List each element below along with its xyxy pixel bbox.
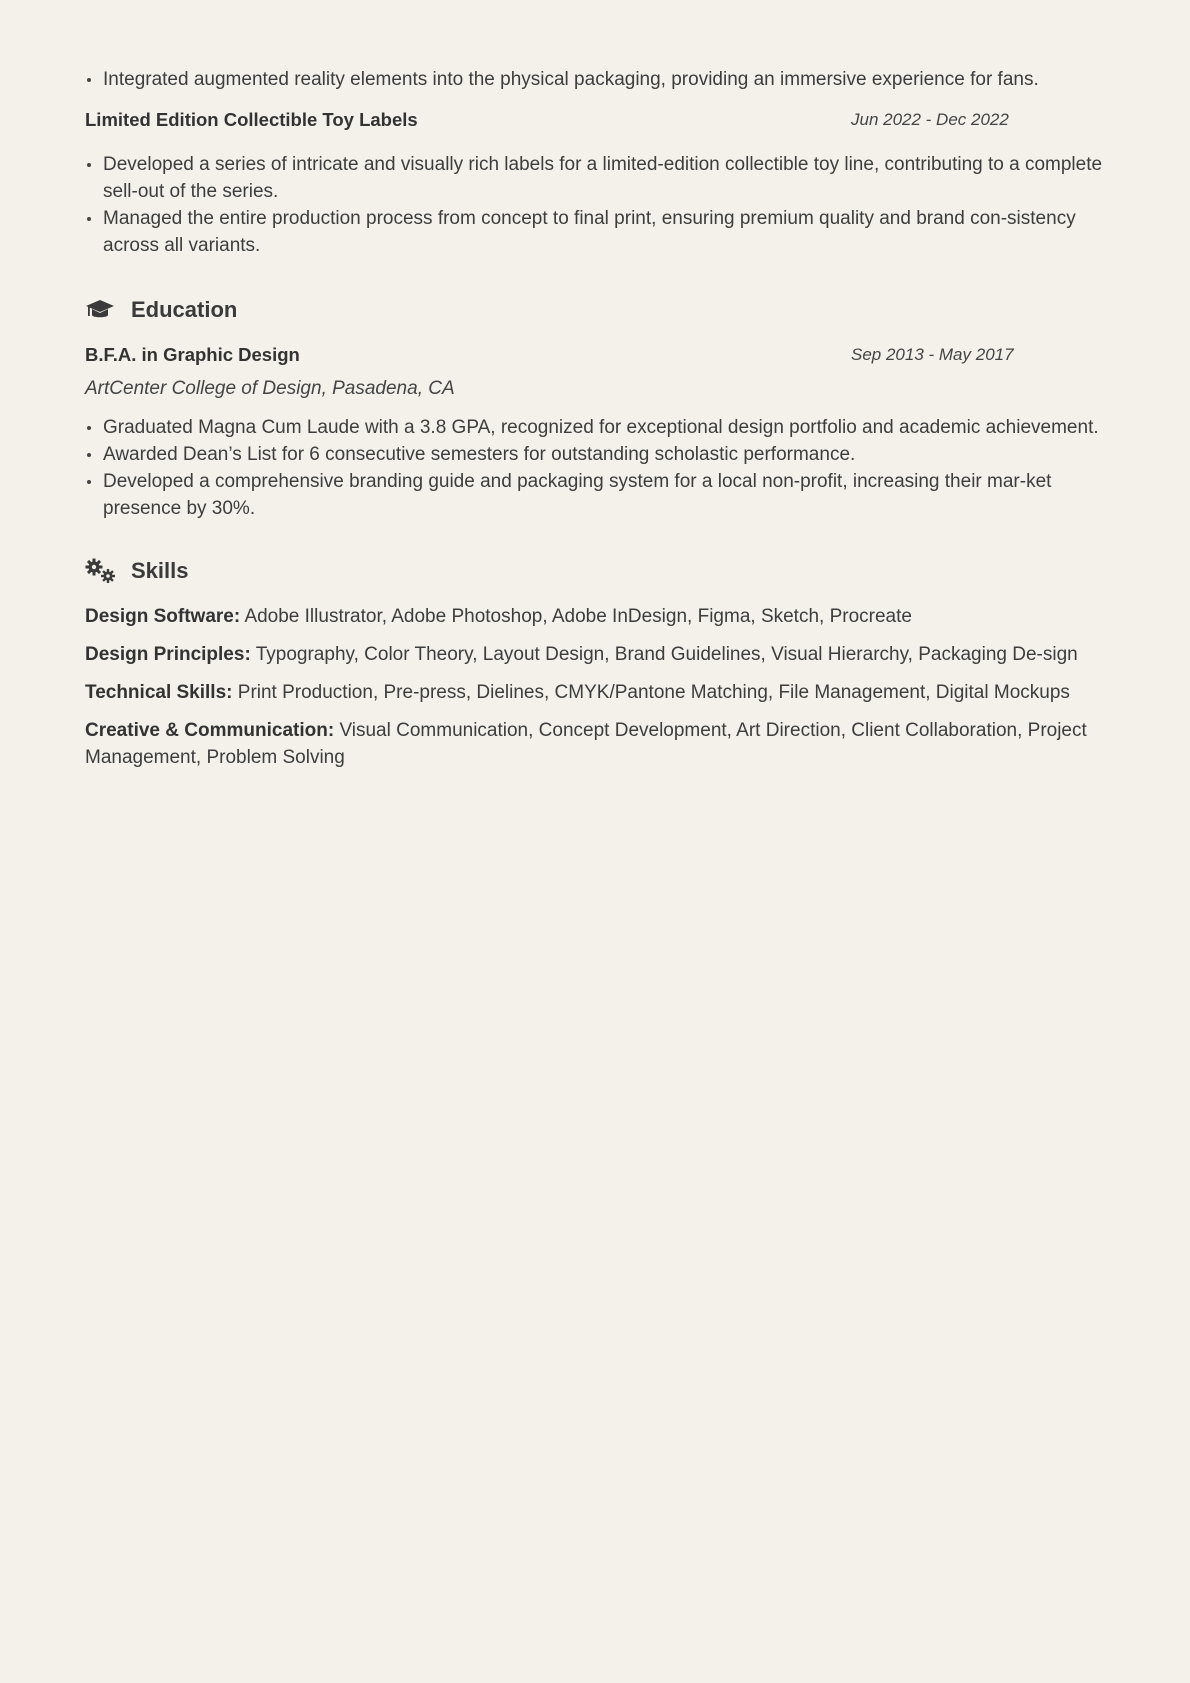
project-header xyxy=(85,107,1105,133)
school-name: ArtCenter College of Design, Pasadena, CA xyxy=(85,378,455,399)
skill-design-principles xyxy=(85,641,1105,668)
education-heading xyxy=(85,293,1105,327)
bullet-item: Managed the entire production process from concept to final print, ensuring premium quality and brand con-sistency across all variants. xyxy=(103,205,1105,259)
skills-heading xyxy=(85,554,1105,588)
bullet-item: Integrated augmented reality elements into the physical packaging, providing an immersive experience for fans. xyxy=(103,66,1105,93)
project-title: Limited Edition Collectible Toy Labels xyxy=(85,109,418,130)
previous-entry-bullets xyxy=(85,66,1105,93)
project-bullets xyxy=(85,151,1105,259)
degree-title: B.F.A. in Graphic Design xyxy=(85,344,300,365)
skill-value: Print Production, Pre-press, Dielines, CMYK/Pantone Matching, File Management, Digital Mockups xyxy=(237,682,1070,703)
bullet-item: Graduated Magna Cum Laude with a 3.8 GPA, recognized for exceptional design portfolio and academic achievement. xyxy=(103,414,1105,441)
skill-technical xyxy=(85,679,1105,706)
resume-page xyxy=(85,66,1105,771)
bullet-item: Developed a series of intricate and visually rich labels for a limited-edition collectible toy line, contributing to a complete sell-out of the series. xyxy=(103,151,1105,205)
skill-value: Typography, Color Theory, Layout Design, Brand Guidelines, Visual Hierarchy, Packaging De-sign xyxy=(255,644,1078,665)
section-title: Skills xyxy=(131,558,189,583)
bullet-item: Awarded Dean’s List for 6 consecutive semesters for outstanding scholastic performance. xyxy=(103,441,1105,468)
education-entry-header xyxy=(85,342,1105,368)
section-title: Education xyxy=(131,297,238,322)
skill-value: Adobe Illustrator, Adobe Photoshop, Adobe InDesign, Figma, Sketch, Procreate xyxy=(244,606,912,627)
skill-label: Design Software: xyxy=(85,606,241,627)
gears-icon xyxy=(85,558,117,584)
education-section xyxy=(85,293,1105,522)
education-date: Sep 2013 - May 2017 xyxy=(851,345,1014,364)
skill-label: Design Principles: xyxy=(85,644,251,665)
skill-value: Visual Communication, Concept Development, Art Direction, Client Collaboration, Project Management, Problem Solving xyxy=(85,720,1087,768)
education-bullets xyxy=(85,414,1105,522)
project-date: Jun 2022 - Dec 2022 xyxy=(851,110,1009,129)
skill-label: Technical Skills: xyxy=(85,682,233,703)
project-entry xyxy=(85,107,1105,259)
bullet-item: Developed a comprehensive branding guide and packaging system for a local non-profit, increasing their mar-ket presence by 30%. xyxy=(103,468,1105,522)
skill-creative-communication xyxy=(85,717,1105,771)
skills-section xyxy=(85,554,1105,771)
skill-design-software xyxy=(85,603,1105,630)
graduation-cap-icon xyxy=(85,297,117,323)
skill-label: Creative & Communication: xyxy=(85,720,335,741)
